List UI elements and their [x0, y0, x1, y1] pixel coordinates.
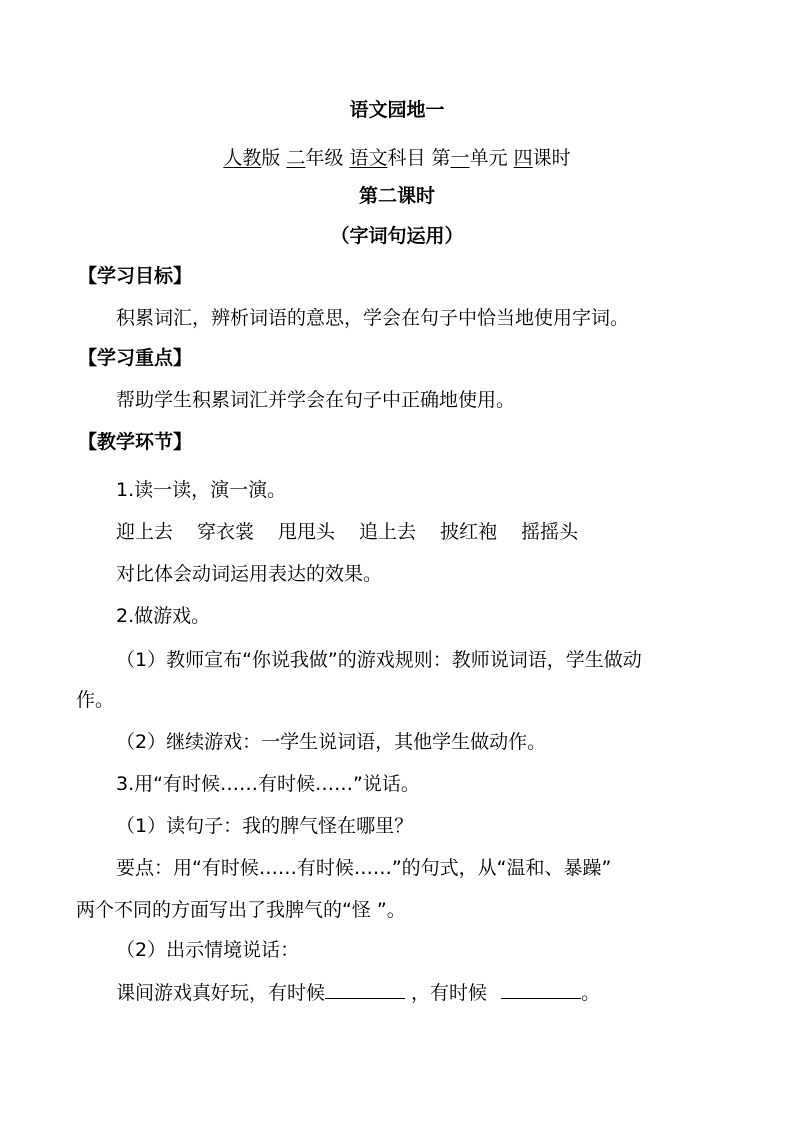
word-item: 披红袍 [440, 521, 498, 543]
lesson-number: 第二课时 [358, 185, 435, 207]
steps-heading: 【教学环节】 [78, 431, 193, 453]
lesson-subtitle: （字词句运用） [330, 225, 464, 247]
word-item: 摇摇头 [521, 521, 579, 543]
meta-text: 单元 [469, 147, 514, 169]
course-meta [0, 146, 794, 170]
meta-text: 课时 [532, 147, 571, 169]
step-1: 1.读一读，演一演。 [116, 479, 287, 501]
example-text: ，有时候 [405, 982, 494, 1004]
example-text: 课间游戏真好玩，有时候 [116, 982, 326, 1004]
word-item: 迎上去 [116, 521, 174, 543]
key-text: 帮助学生积累词汇并学会在句子中正确地使用。 [116, 389, 516, 411]
meta-publisher: 人教 [223, 147, 262, 169]
answer-blank [501, 980, 581, 999]
document-title: 语文园地一 [349, 99, 445, 121]
meta-subject: 语文 [349, 147, 388, 169]
key-heading: 【学习重点】 [78, 347, 193, 369]
step-2-1-line1: （1）教师宣布“你说我做”的游戏规则：教师说词语，学生做动 [116, 649, 642, 671]
word-item: 甩甩头 [278, 521, 336, 543]
meta-text: 科目 第 [387, 147, 451, 169]
goal-text: 积累词汇，辨析词语的意思，学会在句子中恰当地使用字词。 [116, 307, 630, 329]
step-3-point-line2: 两个不同的方面写出了我脾气的“怪 ”。 [76, 899, 406, 921]
word-item: 穿衣裳 [197, 521, 255, 543]
answer-blank [325, 980, 405, 999]
example-text: 。 [581, 982, 601, 1004]
step-3-1: （1）读句子：我的脾气怪在哪里？ [116, 815, 414, 837]
word-list [116, 520, 578, 544]
goal-heading: 【学习目标】 [78, 265, 193, 287]
step-2-2: （2）继续游戏：一学生说词语，其他学生做动作。 [116, 731, 547, 753]
meta-text: 年级 [305, 147, 350, 169]
step-1-note: 对比体会动词运用表达的效果。 [116, 563, 383, 585]
step-3-point-line1: 要点：用“有时候……有时候……”的句式，从“温和、暴躁” [116, 857, 612, 879]
step-2: 2.做游戏。 [116, 605, 211, 627]
meta-text: 版 [261, 147, 287, 169]
step-3-example [116, 980, 600, 1005]
step-2-1-line2: 作。 [76, 689, 115, 711]
step-3-2: （2）出示情境说话： [116, 939, 300, 961]
meta-unit: 一 [450, 147, 470, 169]
step-3: 3.用“有时候……有时候……”说话。 [116, 773, 420, 795]
word-item: 追上去 [359, 521, 417, 543]
meta-grade: 二 [286, 147, 306, 169]
meta-periods: 四 [513, 147, 533, 169]
